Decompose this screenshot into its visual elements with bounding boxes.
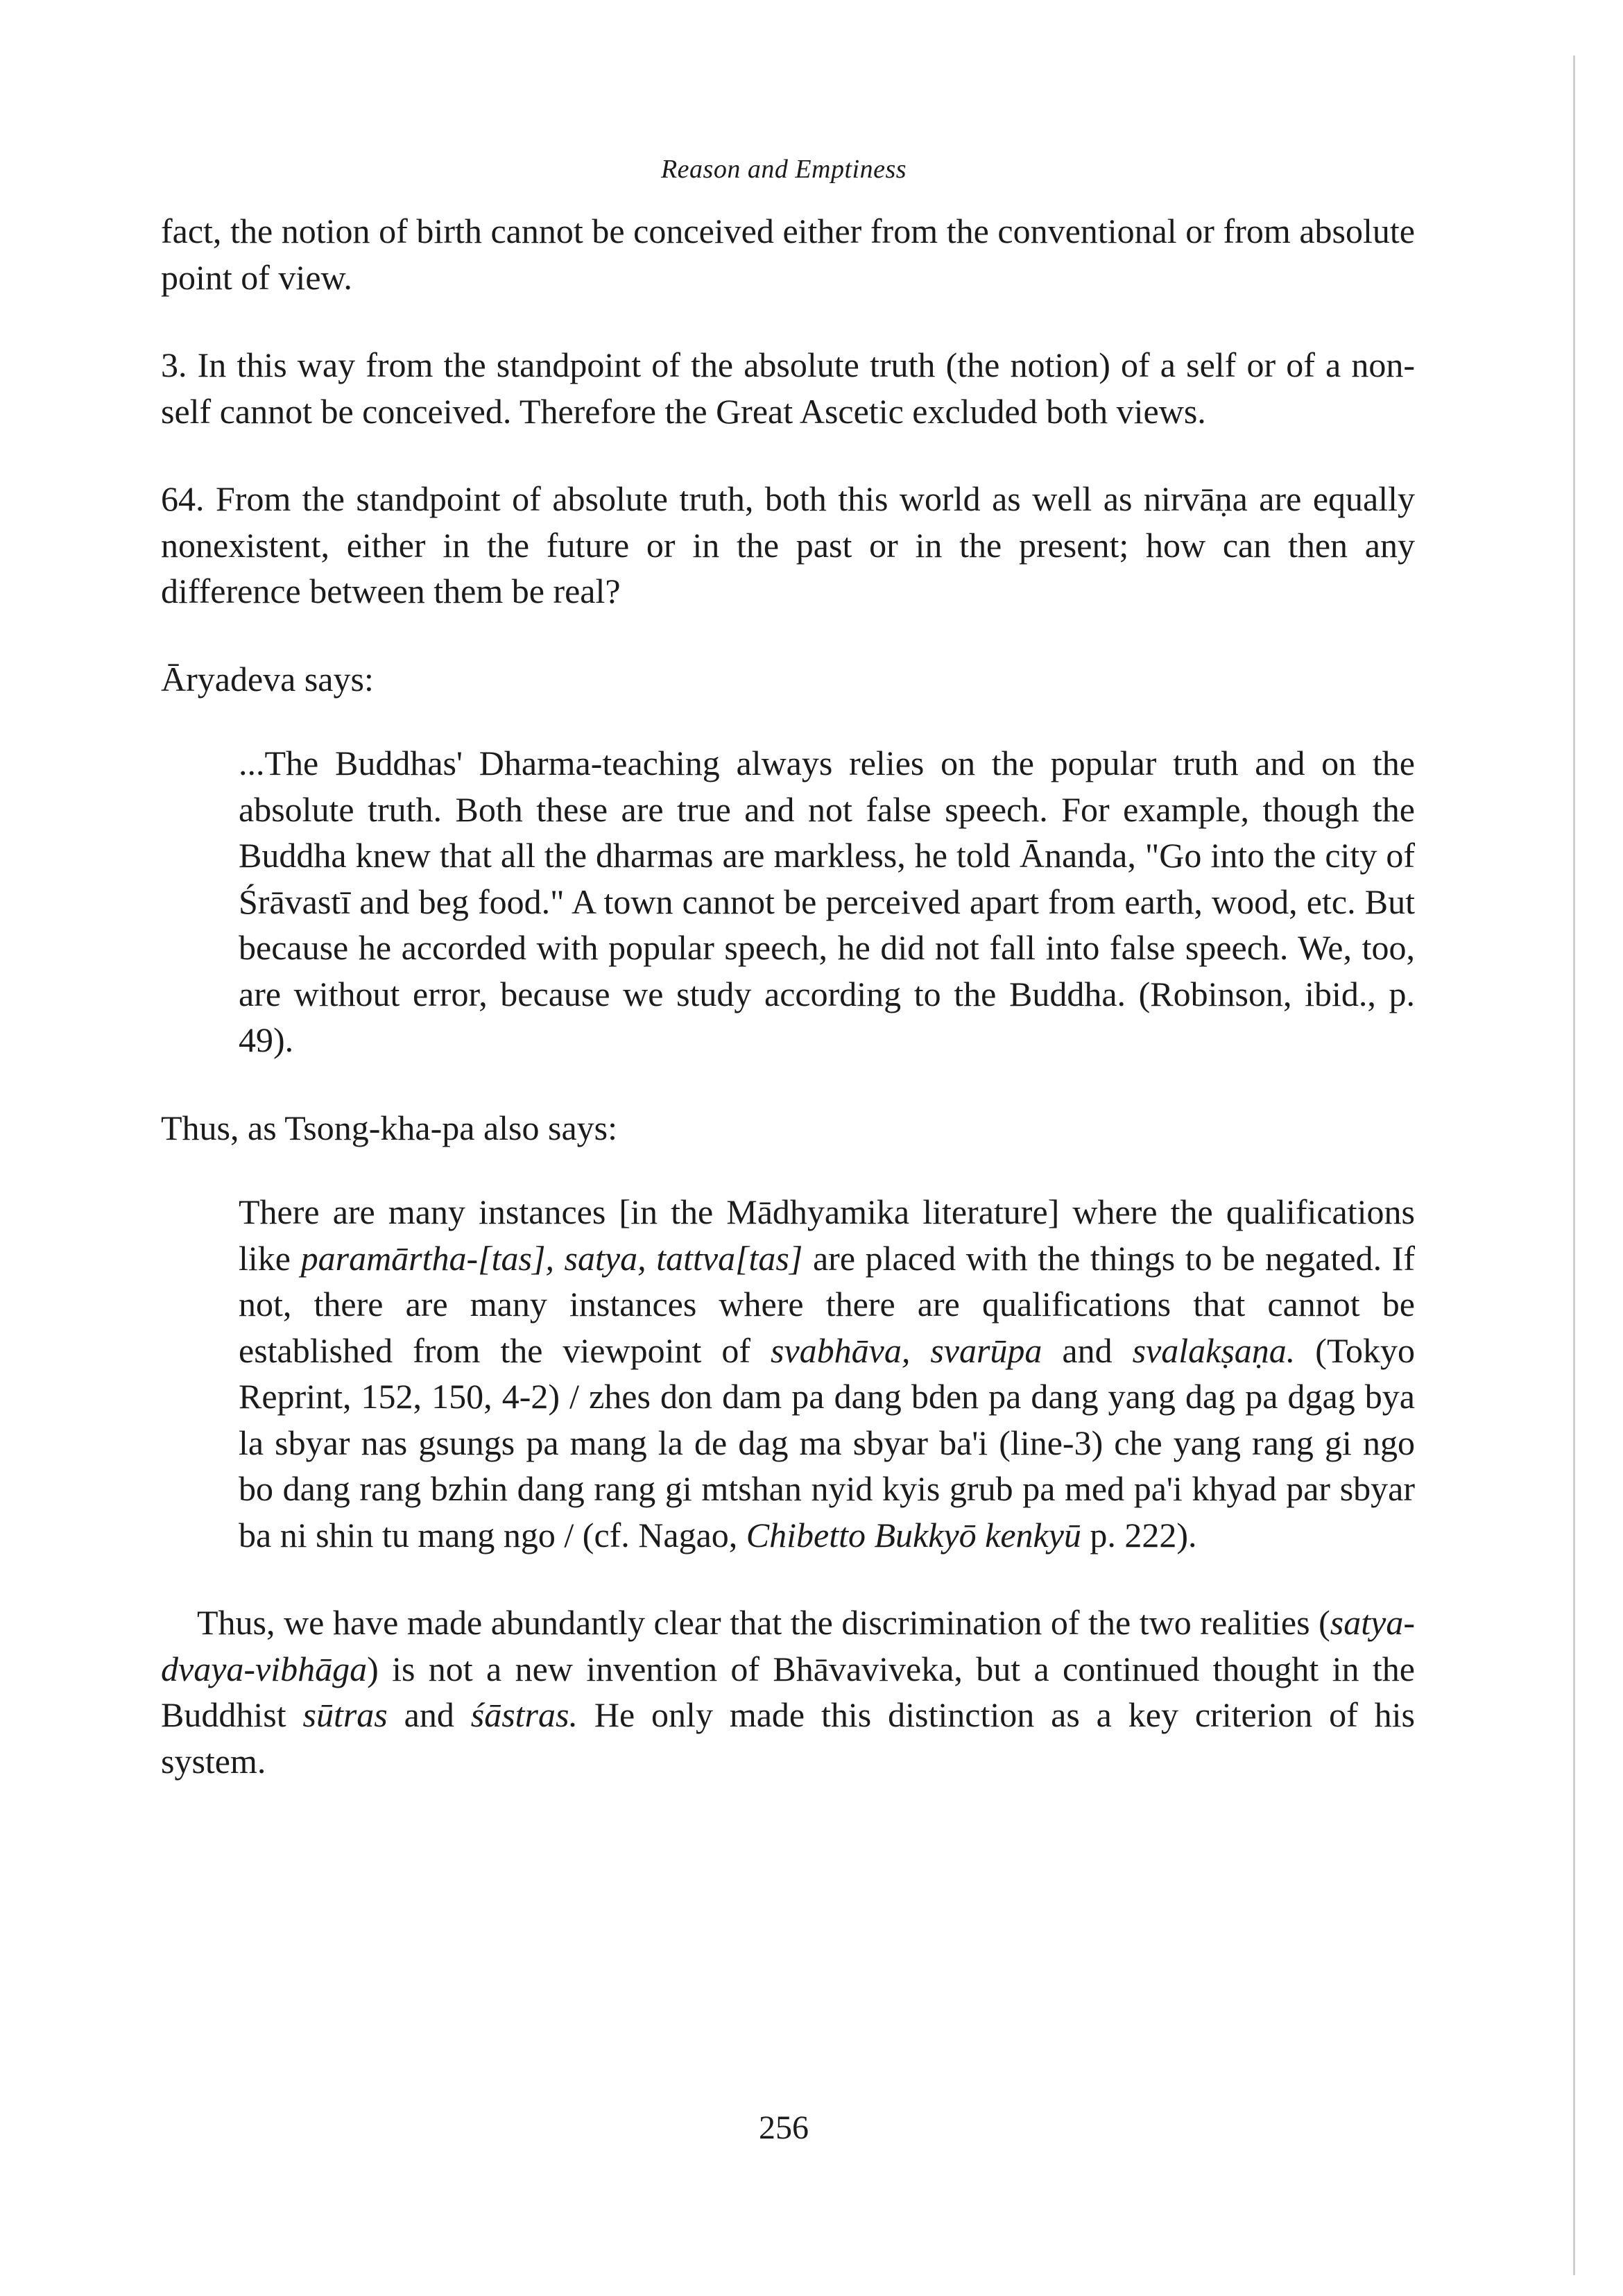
paragraph-birth-notion: fact, the notion of birth cannot be conceived either from the conventional or from absolute point of view.: [161, 212, 1415, 297]
p6-text-e: and: [387, 1695, 471, 1734]
p6-text-a: Thus, we have made abundantly clear that the discrimination of the two realities (: [197, 1603, 1330, 1642]
block-quote-tsongkhapa: [239, 1189, 1415, 1558]
quote2-text-c: are placed with the things to be negated. If not, there are many instances where there are qualifications that cannot be established from the viewpoint of: [239, 1238, 1415, 1370]
p6-italic-satya: satya-dvaya-vibhāga: [161, 1603, 1415, 1688]
quote2-text-a: There are many instances [in the Mādhyamika literature] where the qualifications like: [239, 1192, 1415, 1278]
running-title: Reason and Emptiness: [660, 155, 907, 184]
quote2-text-g: (Tokyo Reprint, 152, 150, 4-2) / zhes don dam pa dang bden pa dang yang dag pa dgag bya la sbyar nas gsungs pa mang la de dag ma sbyar ba'i (line-3) che yang rang gi ngo bo dang rang bzhin dang rang gi mtshan nyid kyis grub pa med pa'i khyad par sbyar ba ni shin tu mang ngo / (cf. Nagao,: [239, 1330, 1415, 1554]
paragraph-verse-64: 64. From the standpoint of absolute truth, both this world as well as nirvāṇa are equally nonexistent, either in the future or in the past or in the present; how can then any difference between them be real?: [161, 479, 1415, 610]
quote2-italic-svalaksana: svalakṣaṇa.: [1132, 1330, 1296, 1370]
paragraph-verse-3: 3. In this way from the standpoint of the absolute truth (the notion) of a self or of a non-self cannot be conceived. Therefore the Great Ascetic excluded both views.: [161, 345, 1415, 431]
page-number: 256: [759, 2109, 809, 2146]
paragraph-aryadeva-intro: Āryadeva says:: [161, 659, 374, 699]
page-edge-shadow: [1573, 55, 1575, 2275]
p6-text-g: He only made this distinction as a key criterion of his system.: [161, 1695, 1415, 1781]
p6-text-c: ) is not a new invention of Bhāvaviveka, but a continued thought in the Buddhist: [161, 1649, 1415, 1734]
block-quote-aryadeva: ...The Buddhas' Dharma-teaching always relies on the popular truth and on the absolute truth. Both these are true and not false speech. For example, though the Buddha knew that all the dharmas are markless, he told Ānanda, "Go into the city of Śrāvastī and beg food." A town cannot be perceived apart from earth, wood, etc. But because he accorded with popular speech, he did not fall into false speech. We, too, are without error, because we study according to the Buddha. (Robinson, ibid., p. 49).: [239, 744, 1415, 1059]
quote2-text-i: p. 222).: [1081, 1515, 1197, 1554]
p6-italic-sastras: śāstras.: [470, 1695, 578, 1734]
quote2-italic-title: Chibetto Bukkyō kenkyū: [746, 1515, 1081, 1554]
quote2-text-e: and: [1042, 1330, 1133, 1370]
quote2-italic-terms: paramārtha-[tas], satya, tattva[tas]: [300, 1238, 803, 1278]
main-text: [161, 208, 1415, 1784]
paragraph-tsongkhapa-intro: Thus, as Tsong-kha-pa also says:: [161, 1108, 617, 1147]
p6-italic-sutras: sūtras: [302, 1695, 388, 1734]
quote2-italic-svabhava: svabhāva, svarūpa: [771, 1330, 1042, 1370]
paragraph-conclusion: [161, 1600, 1415, 1784]
